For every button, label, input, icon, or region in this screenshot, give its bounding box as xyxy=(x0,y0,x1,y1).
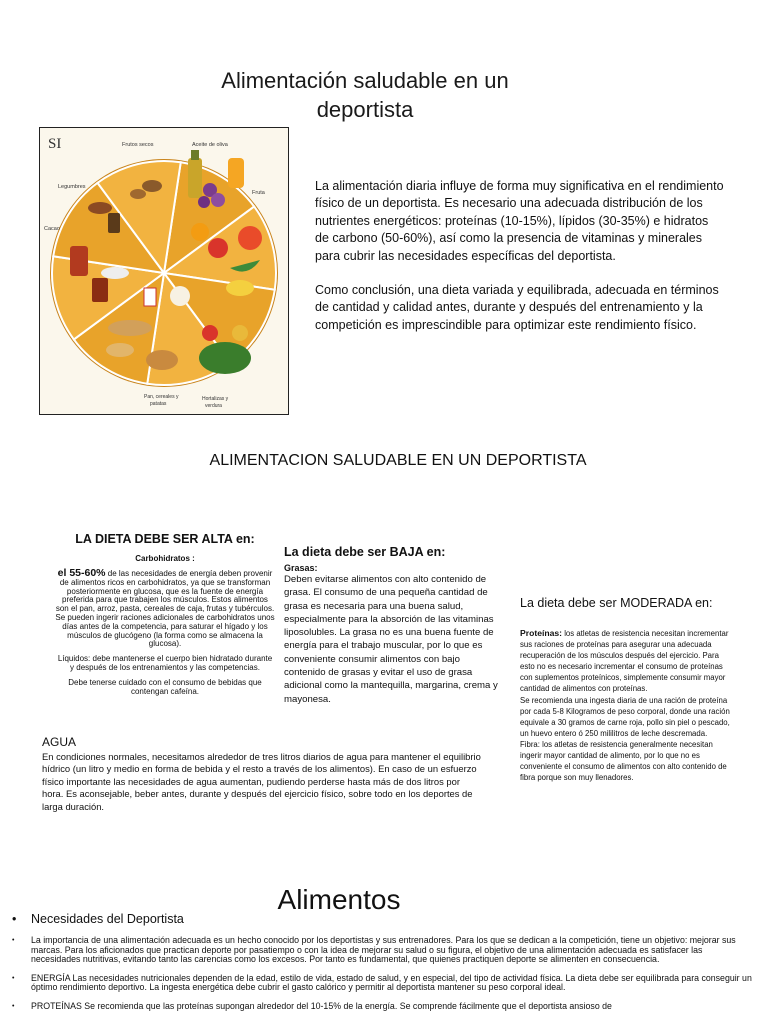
alta-lead: el 55-60% xyxy=(57,567,106,579)
food-pie-illustration xyxy=(39,127,289,415)
baja-heading: La dieta debe ser BAJA en: xyxy=(284,545,446,559)
alta-heading: LA DIETA DEBE SER ALTA en: xyxy=(75,532,255,546)
label-hortalizas: Hortalizas y verdura xyxy=(202,396,229,409)
slide1-body xyxy=(315,178,725,351)
si-label: SI xyxy=(48,136,62,152)
alta-subheading: Carbohidratos : xyxy=(135,554,195,563)
moderada-text-1: los atletas de resistencia necesitan incrementar sus raciones de proteínas para asegurar una adecuada recuperación de los músculos después del ejercicio. Para esto no es necesario incrementar el consumo de proteínas con suplementos proteínicos, simplemente consumir mayor cantidad de alimentos con proteínas. xyxy=(520,629,729,694)
alta-body xyxy=(55,569,275,696)
label-legumbres: Legumbres xyxy=(58,184,86,190)
label-cacao: Cacao xyxy=(44,226,60,232)
list-item: • La importancia de una alimentación adecuada es un hecho conocido por los deportistas y sus entrenadores. Para los que se dedican a la competición, tiene un objetivo: mejorar sus marcas. Para los aficionados que practican deporte por pasatiempo o con la idea de mejorar su salud o su figura, el objetivo de una alimentación adecuada es satisfacer las necesidades nutritivas, evitando tanto las carencias como los excesos. Por tanto es fundamental, que quienes practiquen deporte se alimenten en consecuencia. xyxy=(12,935,736,965)
list-item: • Necesidades del Deportista xyxy=(12,912,184,926)
alta-text-3: Debe tenerse cuidado con el consumo de bebidas que contengan cafeína. xyxy=(68,677,262,696)
label-aceite: Aceite de oliva xyxy=(192,142,228,148)
bullet-icon: • xyxy=(12,1002,15,1010)
alta-text-1: de las necesidades de energía deben provenir de alimentos ricos en carbohidratos, ya que se transforman posteriormente en glucosa, que es la fuente de energía preferida para que trabajen los músculos. Estos alimentos son el pan, arroz, pasta, cereales de caja, frutas y tubérculos. Se pueden ingerir raciones adicionales de carbohidratos unos días antes de la competencia, para saturar el hígado y los músculos de glucógeno (la forma como se almacena la glucosa). xyxy=(55,569,275,649)
moderada-text-2: Se recomienda una ingesta diaria de una ración de proteína por cada 5-8 Kilogramos de peso corporal, donde una ración equivale a 30 gramos de carne roja, pollo sin piel o pescado, un huevo entero ó 250 mililitros de leche descremada. xyxy=(520,695,730,738)
slide3-bullet-list xyxy=(12,912,752,1021)
moderada-body xyxy=(520,628,735,783)
baja-body: Deben evitarse alimentos con alto contenido de grasa. El consumo de una pequeña cantidad de grasa es necesaria para una buena salud, especialmente para la absorción de las vitaminas liposolubles. La grasa no es una buena fuente de energía para el trabajo muscular, por lo que es conveniente consumir alimentos con bajo contenido de grasas y evitar el uso de grasa adicional como la mantequilla, margarina, crema y mayonesa. xyxy=(284,574,498,705)
slide3-title: Alimentos xyxy=(277,884,401,915)
label-fruta: Fruta xyxy=(252,190,265,196)
slide2-title: ALIMENTACION SALUDABLE EN UN DEPORTISTA xyxy=(209,452,587,469)
slide1-paragraph-1: La alimentación diaria influye de forma muy significativa en el rendimiento físico de un deportista. Es necesario una adecuada distribución de los nutrientes energéticos: proteínas (10-15%), lípidos (30-35%) e hidratos de carbono (50-60%), así como la presencia de vitaminas y minerales para cubrir las necesidades específicas del deportista. xyxy=(315,179,724,263)
food-pie-svg xyxy=(40,128,288,414)
moderada-lead: Proteínas: xyxy=(520,628,563,638)
list-item: • ENERGÍA Las necesidades nutricionales dependen de la edad, estilo de vida, estado de salud, y en especial, del tipo de actividad física. La dieta debe ser equilibrada para conseguir un óptimo rendimiento deportivo. La ingesta energética debe cubrir el gasto calórico y permitir al deportista mantener su peso corporal ideal. xyxy=(12,972,752,993)
baja-subheading: Grasas: xyxy=(284,563,318,573)
bullet-icon: • xyxy=(12,912,17,926)
slide1-title: Alimentación saludable en un deportista xyxy=(221,68,509,122)
moderada-heading: La dieta debe ser MODERADA en: xyxy=(520,596,713,610)
agua-body: En condiciones normales, necesitamos alrededor de tres litros diarios de agua para mantener el equilibrio hídrico (un litro y medio en forma de bebida y el resto a través de los alimentos). En caso de un esfuerzo físico importante las necesidades de agua aumentan, pudiendo perderse hasta más de dos litros por hora. Es aconsejable, beber antes, durante y después del ejercicio físico, sobre todo en los deportes de larga duración. xyxy=(42,751,481,812)
bullet-icon: • xyxy=(12,937,15,944)
slide1-paragraph-2: Como conclusión, una dieta variada y equilibrada, adecuada en términos de cantidad y calidad antes, durante y después del entrenamiento y la competición es imprescindible para optimizar este rendimiento físico. xyxy=(315,283,719,332)
label-pan: Pan, cereales y patatas xyxy=(144,394,179,407)
label-frutos-secos: Frutos secos xyxy=(122,142,154,148)
agua-heading: AGUA xyxy=(42,735,77,749)
bullet-icon: • xyxy=(12,974,15,982)
moderada-text-3: Fibra: los atletas de resistencia generalmente necesitan ingerir mayor cantidad de alimento, por lo que no es conveniente el consumo de alimentos con alto contenido de fibra porque son muy llenadores. xyxy=(520,739,727,783)
list-item: • PROTEÍNAS Se recomienda que las proteínas supongan alrededor del 10-15% de la energía. Se comprende fácilmente que el deportista ansioso de xyxy=(12,1000,612,1011)
alta-text-2: Líquidos: debe mantenerse el cuerpo bien hidratado durante y después de los entrenamientos y las competencias. xyxy=(57,654,273,672)
column-alta xyxy=(55,532,275,702)
column-moderada xyxy=(520,596,735,783)
column-baja xyxy=(284,545,500,706)
